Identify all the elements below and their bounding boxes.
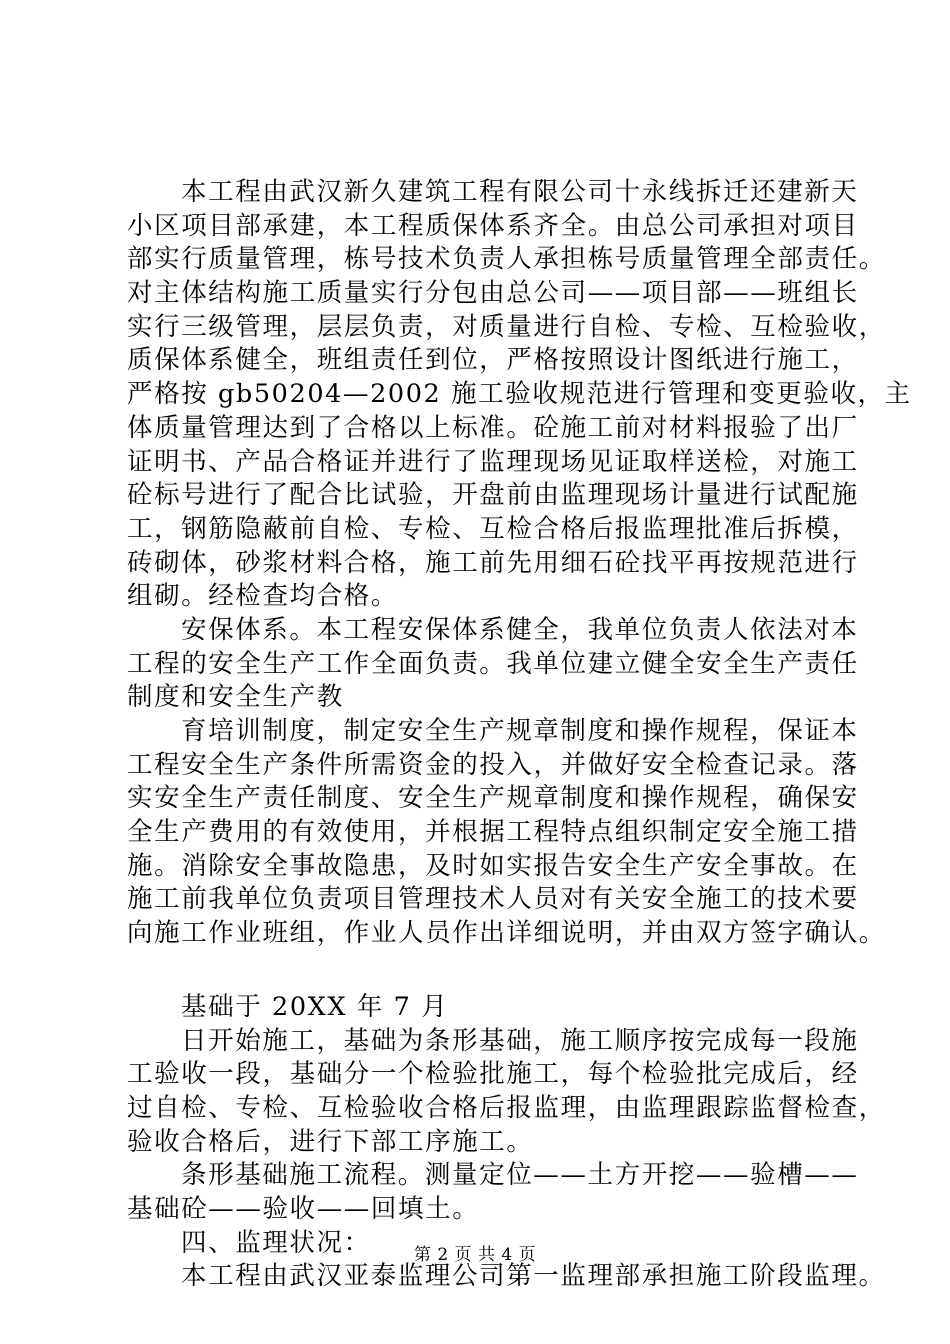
document-body <box>127 176 912 1294</box>
text-line: 体质量管理达到了合格以上标准。砼施工前对材料报验了出厂 <box>127 412 859 443</box>
page-number: 第 2 页 共 4 页 <box>413 1245 537 1265</box>
text-line: 制度和安全生产教 <box>127 682 344 713</box>
text-line: 安保体系。本工程安保体系健全，我单位负责人依法对本 <box>181 614 859 645</box>
text-line: 本工程由武汉亚泰监理公司第一监理部承担施工阶段监理。 <box>181 1261 886 1292</box>
text-line: 部实行质量管理，栋号技术负责人承担栋号质量管理全部责任。 <box>127 244 886 275</box>
text-line: 工验收一段，基础分一个检验批施工，每个检验批完成后，经 <box>127 1059 859 1090</box>
text-line: 对主体结构施工质量实行分包由总公司——项目部——班组长 <box>127 278 859 309</box>
text-line: 施。消除安全事故隐患，及时如实报告安全生产安全事故。在 <box>127 850 859 881</box>
text-line: 严格按 gb50204—2002 施工验收规范进行管理和变更验收，主 <box>127 379 912 410</box>
text-line: 工程安全生产条件所需资金的投入，并做好安全检查记录。落 <box>127 749 859 780</box>
page-footer <box>0 1245 950 1265</box>
text-line: 条形基础施工流程。测量定位——土方开挖——验槽—— <box>181 1160 859 1191</box>
text-line: 施工前我单位负责项目管理技术人员对有关安全施工的技术要 <box>127 884 859 915</box>
text-line: 小区项目部承建，本工程质保体系齐全。由总公司承担对项目 <box>127 210 859 241</box>
text-line: 验收合格后，进行下部工序施工。 <box>127 1126 534 1157</box>
text-line: 证明书、产品合格证并进行了监理现场见证取样送检，对施工 <box>127 446 859 477</box>
text-line: 砼标号进行了配合比试验，开盘前由监理现场计量进行试配施 <box>127 480 859 511</box>
text-line: 向施工作业班组，作业人员作出详细说明，并由双方签字确认。 <box>127 918 886 949</box>
text-line: 砖砌体，砂浆材料合格，施工前先用细石砼找平再按规范进行 <box>127 547 859 578</box>
text-line: 工，钢筋隐蔽前自检、专检、互检合格后报监理批准后拆模， <box>127 513 859 544</box>
text-line: 质保体系健全，班组责任到位，严格按照设计图纸进行施工， <box>127 345 859 376</box>
text-line: 组砌。经检查均合格。 <box>127 581 399 612</box>
text-line: 工程的安全生产工作全面负责。我单位建立健全安全生产责任 <box>127 648 859 679</box>
text-line: 全生产费用的有效使用，并根据工程特点组织制定安全施工措 <box>127 817 859 848</box>
text-line: 实安全生产责任制度、安全生产规章制度和操作规程，确保安 <box>127 783 859 814</box>
text-line: 基础于 20XX 年 7 月 <box>181 991 449 1022</box>
text-line: 本工程由武汉新久建筑工程有限公司十永线拆迁还建新天 <box>181 177 859 207</box>
text-line: 育培训制度，制定安全生产规章制度和操作规程，保证本 <box>181 716 859 746</box>
text-line: 基础砼——验收——回填土。 <box>127 1193 480 1224</box>
paragraph-gap <box>127 951 867 991</box>
text-line: 实行三级管理，层层负责，对质量进行自检、专检、互检验收， <box>127 311 886 342</box>
text-line: 日开始施工，基础为条形基础，施工顺序按完成每一段施 <box>181 1025 859 1056</box>
text-line: 四、监理状况： <box>181 1227 371 1258</box>
text-line: 过自检、专检、互检验收合格后报监理，由监理跟踪监督检查， <box>127 1092 886 1123</box>
